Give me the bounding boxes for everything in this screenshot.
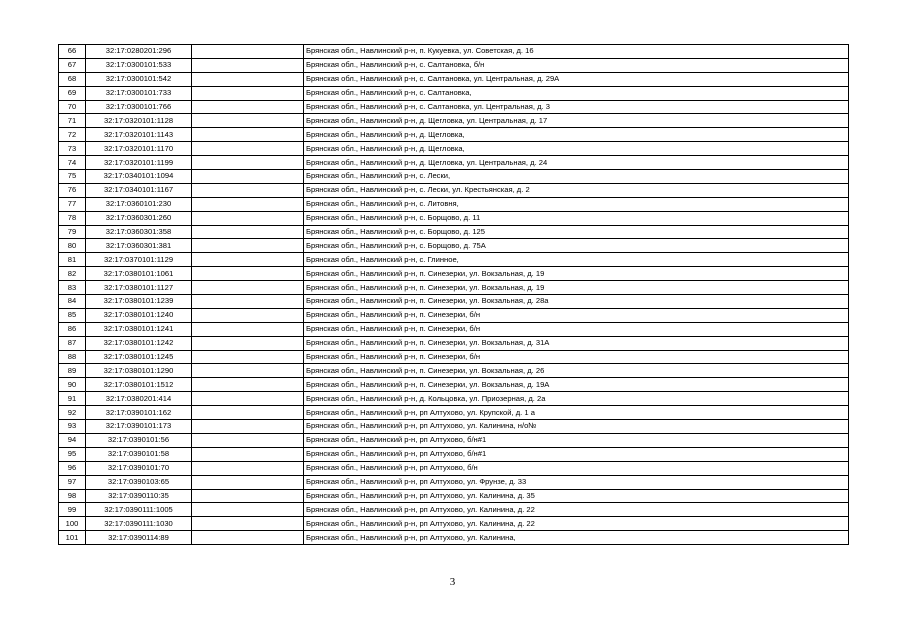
table-row	[59, 239, 849, 253]
row-number-cell: 79	[59, 225, 86, 239]
empty-cell	[192, 114, 304, 128]
row-number-cell: 75	[59, 170, 86, 184]
row-number-cell: 96	[59, 461, 86, 475]
table-row	[59, 308, 849, 322]
row-number-cell: 86	[59, 322, 86, 336]
row-number-cell: 69	[59, 86, 86, 100]
cadastral-number-cell: 32:17:0380101:1240	[86, 308, 192, 322]
cadastral-number-cell: 32:17:0380101:1290	[86, 364, 192, 378]
empty-cell	[192, 433, 304, 447]
address-cell: Брянская обл., Навлинский р-н, рп Алтухово, ул. Калинина, д. 22	[304, 503, 849, 517]
row-number-cell: 73	[59, 142, 86, 156]
table-row	[59, 128, 849, 142]
empty-cell	[192, 531, 304, 545]
table-row	[59, 461, 849, 475]
address-cell: Брянская обл., Навлинский р-н, с. Борщово, д. 125	[304, 225, 849, 239]
cadastral-number-cell: 32:17:0380101:1241	[86, 322, 192, 336]
row-number-cell: 98	[59, 489, 86, 503]
table-row	[59, 406, 849, 420]
row-number-cell: 85	[59, 308, 86, 322]
empty-cell	[192, 225, 304, 239]
address-cell: Брянская обл., Навлинский р-н, д. Кольцовка, ул. Приозерная, д. 2а	[304, 392, 849, 406]
registry-table	[58, 44, 849, 545]
empty-cell	[192, 267, 304, 281]
address-cell: Брянская обл., Навлинский р-н, п. Синезерки, ул. Вокзальная, д. 31А	[304, 336, 849, 350]
table-row	[59, 86, 849, 100]
empty-cell	[192, 475, 304, 489]
row-number-cell: 90	[59, 378, 86, 392]
empty-cell	[192, 503, 304, 517]
row-number-cell: 94	[59, 433, 86, 447]
empty-cell	[192, 183, 304, 197]
empty-cell	[192, 156, 304, 170]
empty-cell	[192, 253, 304, 267]
cadastral-number-cell: 32:17:0390101:58	[86, 447, 192, 461]
empty-cell	[192, 295, 304, 309]
cadastral-number-cell: 32:17:0380101:1512	[86, 378, 192, 392]
cadastral-number-cell: 32:17:0380101:1242	[86, 336, 192, 350]
address-cell: Брянская обл., Навлинский р-н, с. Глинное,	[304, 253, 849, 267]
row-number-cell: 101	[59, 531, 86, 545]
empty-cell	[192, 336, 304, 350]
address-cell: Брянская обл., Навлинский р-н, с. Лески,	[304, 170, 849, 184]
cadastral-number-cell: 32:17:0380101:1127	[86, 281, 192, 295]
table-row	[59, 447, 849, 461]
row-number-cell: 88	[59, 350, 86, 364]
cadastral-number-cell: 32:17:0360301:381	[86, 239, 192, 253]
table-row	[59, 253, 849, 267]
cadastral-number-cell: 32:17:0390103:65	[86, 475, 192, 489]
address-cell: Брянская обл., Навлинский р-н, с. Борщово, д. 75А	[304, 239, 849, 253]
cadastral-number-cell: 32:17:0390101:56	[86, 433, 192, 447]
address-cell: Брянская обл., Навлинский р-н, рп Алтухово, б/н#1	[304, 447, 849, 461]
cadastral-number-cell: 32:17:0360301:260	[86, 211, 192, 225]
table-row	[59, 156, 849, 170]
table-row	[59, 336, 849, 350]
empty-cell	[192, 364, 304, 378]
address-cell: Брянская обл., Навлинский р-н, рп Алтухово, ул. Калинина,	[304, 531, 849, 545]
table-row	[59, 197, 849, 211]
row-number-cell: 77	[59, 197, 86, 211]
empty-cell	[192, 447, 304, 461]
empty-cell	[192, 322, 304, 336]
address-cell: Брянская обл., Навлинский р-н, п. Синезерки, б/н	[304, 350, 849, 364]
address-cell: Брянская обл., Навлинский р-н, п. Синезерки, ул. Вокзальная, д. 26	[304, 364, 849, 378]
empty-cell	[192, 100, 304, 114]
empty-cell	[192, 170, 304, 184]
address-cell: Брянская обл., Навлинский р-н, рп Алтухово, б/н	[304, 461, 849, 475]
empty-cell	[192, 128, 304, 142]
row-number-cell: 91	[59, 392, 86, 406]
address-cell: Брянская обл., Навлинский р-н, п. Синезерки, б/н	[304, 322, 849, 336]
table-row	[59, 475, 849, 489]
row-number-cell: 87	[59, 336, 86, 350]
table-row	[59, 142, 849, 156]
empty-cell	[192, 211, 304, 225]
table-row	[59, 517, 849, 531]
empty-cell	[192, 197, 304, 211]
cadastral-number-cell: 32:17:0390111:1030	[86, 517, 192, 531]
empty-cell	[192, 378, 304, 392]
cadastral-number-cell: 32:17:0300101:542	[86, 72, 192, 86]
cadastral-number-cell: 32:17:0380101:1239	[86, 295, 192, 309]
page-number: 3	[449, 576, 456, 588]
row-number-cell: 80	[59, 239, 86, 253]
row-number-cell: 66	[59, 45, 86, 59]
table-row	[59, 322, 849, 336]
row-number-cell: 67	[59, 58, 86, 72]
table-row	[59, 114, 849, 128]
empty-cell	[192, 45, 304, 59]
empty-cell	[192, 86, 304, 100]
cadastral-number-cell: 32:17:0380201:414	[86, 392, 192, 406]
empty-cell	[192, 239, 304, 253]
address-cell: Брянская обл., Навлинский р-н, с. Борщово, д. 11	[304, 211, 849, 225]
cadastral-number-cell: 32:17:0340101:1167	[86, 183, 192, 197]
row-number-cell: 89	[59, 364, 86, 378]
address-cell: Брянская обл., Навлинский р-н, рп Алтухово, ул. Калинина, н/о№	[304, 420, 849, 434]
table-row	[59, 531, 849, 545]
row-number-cell: 95	[59, 447, 86, 461]
table-row	[59, 58, 849, 72]
table-row	[59, 45, 849, 59]
address-cell: Брянская обл., Навлинский р-н, д. Щегловка, ул. Центральная, д. 17	[304, 114, 849, 128]
row-number-cell: 81	[59, 253, 86, 267]
empty-cell	[192, 308, 304, 322]
cadastral-number-cell: 32:17:0390111:1005	[86, 503, 192, 517]
cadastral-number-cell: 32:17:0360301:358	[86, 225, 192, 239]
table-row	[59, 100, 849, 114]
cadastral-number-cell: 32:17:0360101:230	[86, 197, 192, 211]
cadastral-number-cell: 32:17:0320101:1128	[86, 114, 192, 128]
cadastral-number-cell: 32:17:0320101:1170	[86, 142, 192, 156]
table-row	[59, 378, 849, 392]
row-number-cell: 72	[59, 128, 86, 142]
row-number-cell: 99	[59, 503, 86, 517]
row-number-cell: 76	[59, 183, 86, 197]
cadastral-number-cell: 32:17:0280201:296	[86, 45, 192, 59]
cadastral-number-cell: 32:17:0390101:162	[86, 406, 192, 420]
empty-cell	[192, 406, 304, 420]
empty-cell	[192, 392, 304, 406]
table-row	[59, 350, 849, 364]
table-row	[59, 503, 849, 517]
address-cell: Брянская обл., Навлинский р-н, п. Синезерки, ул. Вокзальная, д. 19А	[304, 378, 849, 392]
table-row	[59, 281, 849, 295]
row-number-cell: 100	[59, 517, 86, 531]
address-cell: Брянская обл., Навлинский р-н, д. Щегловка,	[304, 142, 849, 156]
table-row	[59, 72, 849, 86]
address-cell: Брянская обл., Навлинский р-н, п. Синезерки, ул. Вокзальная, д. 28а	[304, 295, 849, 309]
empty-cell	[192, 281, 304, 295]
address-cell: Брянская обл., Навлинский р-н, д. Щегловка, ул. Центральная, д. 24	[304, 156, 849, 170]
table-row	[59, 267, 849, 281]
row-number-cell: 74	[59, 156, 86, 170]
row-number-cell: 71	[59, 114, 86, 128]
address-cell: Брянская обл., Навлинский р-н, п. Синезерки, б/н	[304, 308, 849, 322]
empty-cell	[192, 489, 304, 503]
row-number-cell: 93	[59, 420, 86, 434]
table-row	[59, 364, 849, 378]
row-number-cell: 68	[59, 72, 86, 86]
address-cell: Брянская обл., Навлинский р-н, с. Салтановка, ул. Центральная, д. 3	[304, 100, 849, 114]
row-number-cell: 97	[59, 475, 86, 489]
address-cell: Брянская обл., Навлинский р-н, д. Щегловка,	[304, 128, 849, 142]
empty-cell	[192, 142, 304, 156]
address-cell: Брянская обл., Навлинский р-н, п. Кукуевка, ул. Советская, д. 16	[304, 45, 849, 59]
empty-cell	[192, 350, 304, 364]
table-row	[59, 392, 849, 406]
cadastral-number-cell: 32:17:0390101:173	[86, 420, 192, 434]
cadastral-number-cell: 32:17:0380101:1061	[86, 267, 192, 281]
address-cell: Брянская обл., Навлинский р-н, рп Алтухово, ул. Крупской, д. 1 а	[304, 406, 849, 420]
empty-cell	[192, 420, 304, 434]
address-cell: Брянская обл., Навлинский р-н, рп Алтухово, б/н#1	[304, 433, 849, 447]
address-cell: Брянская обл., Навлинский р-н, п. Синезерки, ул. Вокзальная, д. 19	[304, 281, 849, 295]
table-row	[59, 420, 849, 434]
cadastral-number-cell: 32:17:0370101:1129	[86, 253, 192, 267]
cadastral-number-cell: 32:17:0390114:89	[86, 531, 192, 545]
table-row	[59, 225, 849, 239]
table-row	[59, 170, 849, 184]
row-number-cell: 82	[59, 267, 86, 281]
address-cell: Брянская обл., Навлинский р-н, с. Лески, ул. Крестьянская, д. 2	[304, 183, 849, 197]
cadastral-number-cell: 32:17:0300101:766	[86, 100, 192, 114]
row-number-cell: 83	[59, 281, 86, 295]
address-cell: Брянская обл., Навлинский р-н, с. Салтановка, б/н	[304, 58, 849, 72]
cadastral-number-cell: 32:17:0300101:533	[86, 58, 192, 72]
table-row	[59, 433, 849, 447]
row-number-cell: 92	[59, 406, 86, 420]
cadastral-number-cell: 32:17:0390101:70	[86, 461, 192, 475]
empty-cell	[192, 72, 304, 86]
cadastral-number-cell: 32:17:0390110:35	[86, 489, 192, 503]
row-number-cell: 78	[59, 211, 86, 225]
row-number-cell: 84	[59, 295, 86, 309]
registry-table-body	[59, 45, 849, 545]
table-row	[59, 489, 849, 503]
empty-cell	[192, 517, 304, 531]
cadastral-number-cell: 32:17:0380101:1245	[86, 350, 192, 364]
cadastral-number-cell: 32:17:0300101:733	[86, 86, 192, 100]
address-cell: Брянская обл., Навлинский р-н, п. Синезерки, ул. Вокзальная, д. 19	[304, 267, 849, 281]
address-cell: Брянская обл., Навлинский р-н, с. Салтановка, ул. Центральная, д. 29А	[304, 72, 849, 86]
empty-cell	[192, 58, 304, 72]
row-number-cell: 70	[59, 100, 86, 114]
table-row	[59, 211, 849, 225]
cadastral-number-cell: 32:17:0340101:1094	[86, 170, 192, 184]
table-row	[59, 183, 849, 197]
cadastral-number-cell: 32:17:0320101:1199	[86, 156, 192, 170]
cadastral-number-cell: 32:17:0320101:1143	[86, 128, 192, 142]
address-cell: Брянская обл., Навлинский р-н, с. Салтановка,	[304, 86, 849, 100]
address-cell: Брянская обл., Навлинский р-н, рп Алтухово, ул. Калинина, д. 35	[304, 489, 849, 503]
address-cell: Брянская обл., Навлинский р-н, рп Алтухово, ул. Фрунзе, д. 33	[304, 475, 849, 489]
table-row	[59, 295, 849, 309]
empty-cell	[192, 461, 304, 475]
address-cell: Брянская обл., Навлинский р-н, рп Алтухово, ул. Калинина, д. 22	[304, 517, 849, 531]
address-cell: Брянская обл., Навлинский р-н, с. Литовня,	[304, 197, 849, 211]
